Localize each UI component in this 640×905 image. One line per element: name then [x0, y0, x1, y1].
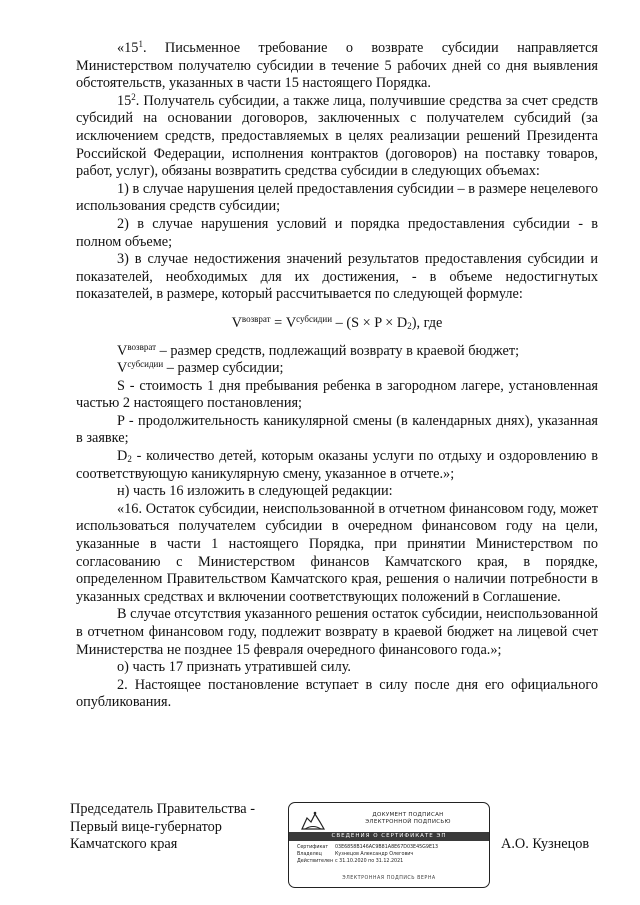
item-o: о) часть 17 признать утратившей силу.: [117, 659, 351, 676]
coat-of-arms-icon: [299, 809, 327, 831]
definition-s: S - стоимость 1 дня пребывания ребенка в загородном лагере, установленная частью 2 настоящего постановления;: [76, 377, 598, 412]
paragraph-16: «16. Остаток субсидии, неиспользованной в отчетном финансовом году, может использоваться получателем субсидии в очередном финансовом году на цели, указанные в части 1 настоящего Порядка, при принятии Министерством по согласованию с Министерством финансов Камчатского края, в порядке, определенном Правительством Камчатского края, решения о наличии потребности в указанных средствах и включении соответствующих положений в Соглашение.: [76, 500, 598, 605]
item-2: 2) в случае нарушения условий и порядка предоставления субсидии - в полном объеме;: [76, 215, 598, 250]
stamp-row: Сертификат 03E6858B146AC9B81A8E67D03E45G9E13: [297, 845, 439, 850]
item-3: 3) в случае недостижения значений результатов предоставления субсидии и показателей, необходимых для их достижения, - в объеме недостигнутых показателей, в размере, который рассчитывается по следующей формуле:: [76, 251, 598, 303]
item-1: 1) в случае нарушения целей предоставления субсидии – в размере нецелевого использования средств субсидии;: [76, 180, 598, 215]
e-signature-stamp: [288, 802, 490, 888]
paragraph-15-2: $15^2$. Получатель субсидии, а также лица, получившие средства за счет средств субсидий на основании договоров, заключенных с получателем субсидий (за исключением средств, предоставляемых в целях реализации решений Президента Российской Федерации, исполнения контрактов (договоров) на поставку товаров, работ, услуг), обязаны возвратить средства субсидии в следующих объемах:: [76, 91, 598, 180]
refund-formula: $V^{возврат} = V^{субсидии} - (S \times P \times D_2)$, где: [231, 313, 443, 331]
definition-v-subsidy: $V^{субсидии}$ – размер субсидии;: [117, 359, 284, 377]
stamp-details: [297, 844, 485, 865]
stamp-header: ДОКУМЕНТ ПОДПИСАН ЭЛЕКТРОННОЙ ПОДПИСЬЮ: [365, 812, 451, 825]
signatory-title: Председатель Правительства - Первый вице-губернатор Камчатского края: [70, 801, 255, 853]
item-n: н) часть 16 изложить в следующей редакции:: [117, 483, 393, 500]
paragraph-16-cont: В случае отсутствия указанного решения остаток субсидии, неиспользованной в отчетном финансовом году, подлежит возврату в краевой бюджет на лицевой счет Министерства не позднее 15 февраля очередного финансового года.»;: [76, 606, 598, 658]
signatory-name: А.О. Кузнецов: [501, 836, 590, 852]
stamp-row: Владелец Кузнецов Александр Олегович: [297, 852, 414, 857]
stamp-band: СВЕДЕНИЯ О СЕРТИФИКАТЕ ЭП: [289, 832, 489, 841]
definition-v-return: $V^{возврат}$ – размер средств, подлежащий возврату в краевой бюджет;: [117, 341, 520, 359]
stamp-footer: ЭЛЕКТРОННАЯ ПОДПИСЬ ВЕРНА: [342, 876, 436, 881]
definition-d2: $D_2$ - количество детей, которым оказаны услуги по отдыху и оздоровлению в соответствующую каникулярную смену, указанное в отчете.»;: [76, 448, 598, 482]
paragraph-2: 2. Настоящее постановление вступает в силу после дня его официального опубликования.: [76, 676, 598, 711]
body-text: [76, 40, 598, 712]
definition-p: P - продолжительность каникулярной смены (в календарных днях), указанная в заявке;: [76, 412, 598, 447]
paragraph-15-1: «$15^1$. Письменное требование о возврате субсидии направляется Министерством получателю субсидии в течение 5 рабочих дней со дня выявления обстоятельств, указанных в части 15 настоящего Порядка.: [76, 39, 598, 92]
stamp-row: Действителен с 31.10.2020 по 31.12.2021: [297, 859, 404, 864]
